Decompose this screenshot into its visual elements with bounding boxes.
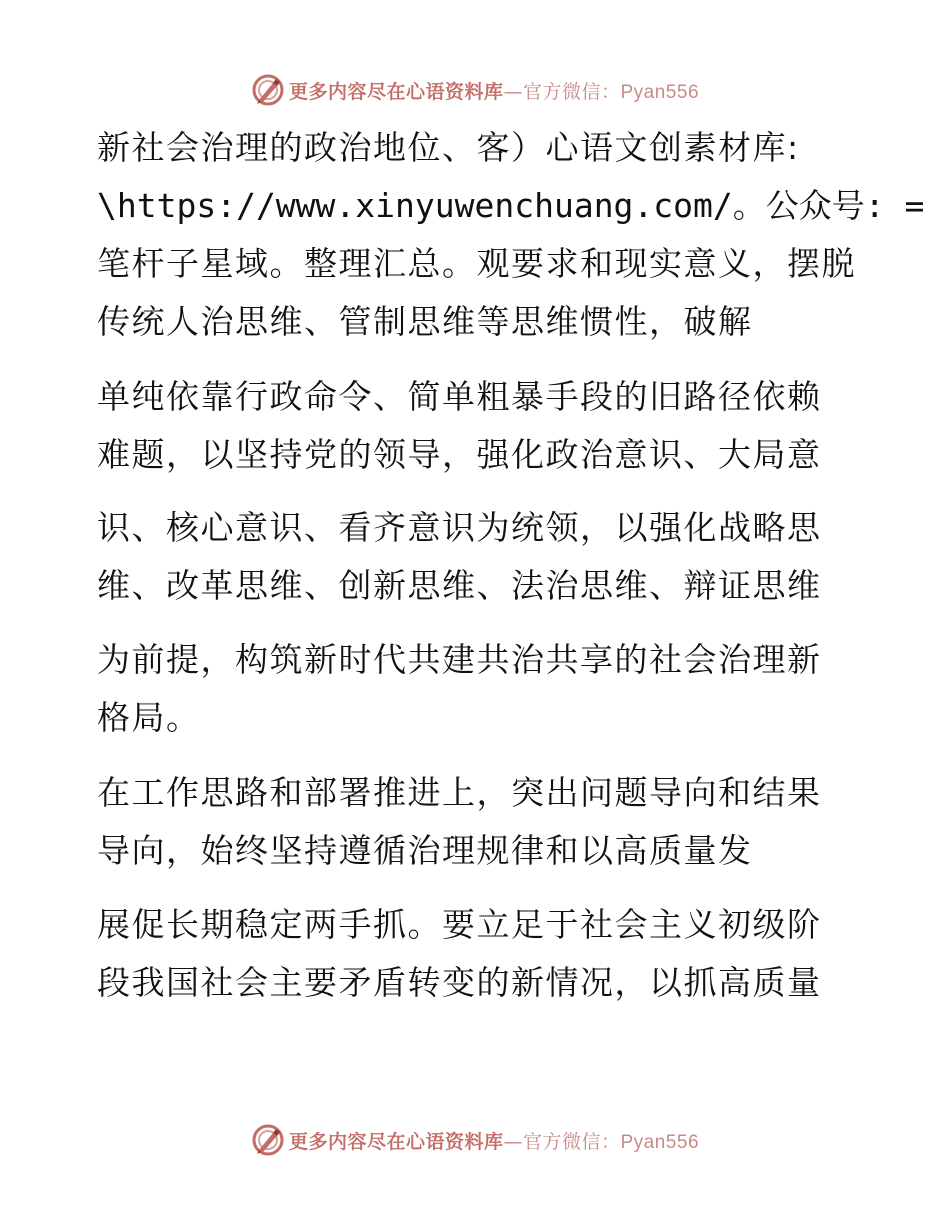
body-line-5: 单纯依靠行政命令、简单粗暴手段的旧路径依赖 <box>97 377 822 416</box>
body-line-2: \https://www.xinyuwenchuang.com/。公众号: = <box>97 186 925 225</box>
footer-watermark-cn: 更多内容尽在心语资料库 <box>288 1130 504 1153</box>
footer-watermark <box>0 1120 950 1160</box>
body-line-3: 笔杆子星域。整理汇总。观要求和现实意义，摆脱 <box>97 244 856 283</box>
body-line-10: 格局。 <box>97 698 201 737</box>
header-watermark <box>0 70 950 110</box>
body-line-8: 维、改革思维、创新思维、法治思维、辩证思维 <box>97 566 822 605</box>
body-line-11: 在工作思路和部署推进上，突出问题导向和结果 <box>97 773 822 812</box>
header-watermark-dash: — <box>503 80 523 103</box>
pen-logo-icon <box>251 1123 285 1157</box>
footer-watermark-dash: — <box>503 1130 523 1153</box>
footer-watermark-official: 官方微信： <box>522 1130 621 1153</box>
body-line-7: 识、核心意识、看齐意识为统领，以强化战略思 <box>97 508 822 547</box>
pen-logo-icon <box>251 73 285 107</box>
body-line-4: 传统人治思维、管制思维等思维惯性，破解 <box>97 302 753 341</box>
body-line-6: 难题，以坚持党的领导，强化政治意识、大局意 <box>97 435 822 474</box>
header-watermark-inner <box>251 73 699 107</box>
header-watermark-id: Pyan556 <box>620 81 700 103</box>
header-watermark-cn: 更多内容尽在心语资料库 <box>288 80 504 103</box>
body-line-1: 新社会治理的政治地位、客）心语文创素材库: <box>97 128 800 167</box>
header-watermark-text <box>289 77 699 104</box>
header-watermark-official: 官方微信： <box>522 80 621 103</box>
footer-watermark-inner <box>251 1123 699 1157</box>
footer-watermark-text <box>289 1127 699 1154</box>
footer-watermark-id: Pyan556 <box>620 1131 700 1153</box>
body-line-14: 段我国社会主要矛盾转变的新情况，以抓高质量 <box>97 963 822 1002</box>
body-line-13: 展促长期稳定两手抓。要立足于社会主义初级阶 <box>97 905 822 944</box>
body-line-9: 为前提，构筑新时代共建共治共享的社会治理新 <box>97 640 822 679</box>
body-line-12: 导向，始终坚持遵循治理规律和以高质量发 <box>97 831 753 870</box>
